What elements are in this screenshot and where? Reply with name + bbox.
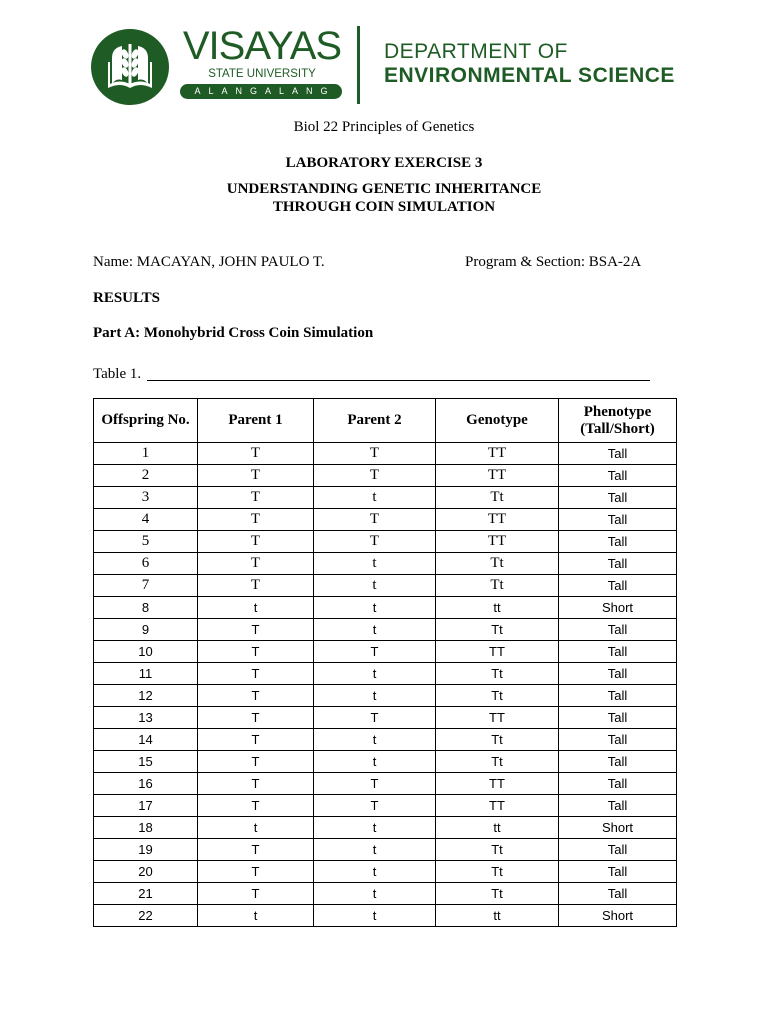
cell-genotype: tt bbox=[436, 597, 559, 619]
cell-parent-1: T bbox=[198, 839, 314, 861]
table-header-row bbox=[94, 399, 677, 443]
cell-parent-1: T bbox=[198, 795, 314, 817]
cell-parent-2: t bbox=[314, 861, 436, 883]
campus-label: ALANGALANG bbox=[180, 84, 342, 99]
cell-genotype: Tt bbox=[436, 575, 559, 597]
cell-phenotype: Short bbox=[559, 597, 677, 619]
cell-genotype: TT bbox=[436, 531, 559, 553]
offspring-table bbox=[93, 398, 677, 927]
cell-phenotype: Tall bbox=[559, 773, 677, 795]
cell-genotype: TT bbox=[436, 795, 559, 817]
university-wordmark bbox=[178, 24, 346, 106]
cell-parent-1: T bbox=[198, 531, 314, 553]
cell-parent-1: T bbox=[198, 575, 314, 597]
cell-offspring-no: 5 bbox=[94, 531, 198, 553]
cell-parent-1: T bbox=[198, 685, 314, 707]
cell-offspring-no: 11 bbox=[94, 663, 198, 685]
cell-genotype: Tt bbox=[436, 685, 559, 707]
cell-parent-1: T bbox=[198, 487, 314, 509]
university-name: VISAYAS bbox=[182, 24, 342, 68]
cell-offspring-no: 17 bbox=[94, 795, 198, 817]
cell-parent-1: t bbox=[198, 597, 314, 619]
cell-parent-2: t bbox=[314, 905, 436, 927]
cell-offspring-no: 16 bbox=[94, 773, 198, 795]
cell-phenotype: Tall bbox=[559, 641, 677, 663]
cell-parent-2: T bbox=[314, 443, 436, 465]
cell-genotype: Tt bbox=[436, 729, 559, 751]
cell-offspring-no: 19 bbox=[94, 839, 198, 861]
part-a-heading: Part A: Monohybrid Cross Coin Simulation bbox=[93, 325, 374, 341]
cell-offspring-no: 1 bbox=[94, 443, 198, 465]
table-row bbox=[94, 575, 677, 597]
cell-parent-1: T bbox=[198, 773, 314, 795]
cell-parent-1: t bbox=[198, 905, 314, 927]
cell-parent-2: t bbox=[314, 883, 436, 905]
cell-genotype: Tt bbox=[436, 553, 559, 575]
table-row bbox=[94, 597, 677, 619]
cell-genotype: TT bbox=[436, 509, 559, 531]
program-section: Program & Section: BSA-2A bbox=[465, 254, 642, 270]
cell-phenotype: Tall bbox=[559, 861, 677, 883]
cell-parent-1: T bbox=[198, 861, 314, 883]
cell-parent-2: t bbox=[314, 575, 436, 597]
table-row bbox=[94, 795, 677, 817]
cell-offspring-no: 12 bbox=[94, 685, 198, 707]
cell-offspring-no: 8 bbox=[94, 597, 198, 619]
course-title: Biol 22 Principles of Genetics bbox=[293, 119, 475, 135]
cell-offspring-no: 15 bbox=[94, 751, 198, 773]
table-label: Table 1. bbox=[93, 366, 142, 382]
cell-phenotype: Tall bbox=[559, 575, 677, 597]
cell-phenotype: Tall bbox=[559, 465, 677, 487]
table-row bbox=[94, 531, 677, 553]
table-row bbox=[94, 553, 677, 575]
cell-parent-1: T bbox=[198, 663, 314, 685]
table-row bbox=[94, 443, 677, 465]
header-offspring-no: Offspring No. bbox=[94, 399, 198, 443]
cell-genotype: TT bbox=[436, 641, 559, 663]
table-row bbox=[94, 685, 677, 707]
header-parent-1: Parent 1 bbox=[198, 399, 314, 443]
table-row bbox=[94, 641, 677, 663]
cell-genotype: tt bbox=[436, 905, 559, 927]
cell-parent-2: t bbox=[314, 839, 436, 861]
cell-genotype: TT bbox=[436, 465, 559, 487]
cell-genotype: Tt bbox=[436, 861, 559, 883]
cell-phenotype: Tall bbox=[559, 509, 677, 531]
cell-phenotype: Tall bbox=[559, 707, 677, 729]
cell-parent-2: T bbox=[314, 707, 436, 729]
cell-genotype: Tt bbox=[436, 663, 559, 685]
cell-genotype: Tt bbox=[436, 487, 559, 509]
table-row bbox=[94, 707, 677, 729]
cell-genotype: Tt bbox=[436, 751, 559, 773]
table-row bbox=[94, 751, 677, 773]
cell-parent-1: T bbox=[198, 751, 314, 773]
page-header bbox=[0, 0, 768, 110]
cell-parent-1: T bbox=[198, 883, 314, 905]
table-row bbox=[94, 619, 677, 641]
cell-parent-1: T bbox=[198, 465, 314, 487]
cell-offspring-no: 13 bbox=[94, 707, 198, 729]
cell-genotype: Tt bbox=[436, 883, 559, 905]
cell-phenotype: Tall bbox=[559, 663, 677, 685]
cell-phenotype: Tall bbox=[559, 619, 677, 641]
student-name: Name: MACAYAN, JOHN PAULO T. bbox=[93, 254, 325, 270]
cell-offspring-no: 22 bbox=[94, 905, 198, 927]
table-row bbox=[94, 817, 677, 839]
cell-parent-2: t bbox=[314, 685, 436, 707]
table-row bbox=[94, 773, 677, 795]
cell-phenotype: Tall bbox=[559, 487, 677, 509]
cell-phenotype: Tall bbox=[559, 729, 677, 751]
cell-offspring-no: 7 bbox=[94, 575, 198, 597]
table-row bbox=[94, 663, 677, 685]
cell-parent-2: T bbox=[314, 773, 436, 795]
table-row bbox=[94, 839, 677, 861]
exercise-title: LABORATORY EXERCISE 3 bbox=[285, 155, 483, 171]
cell-parent-2: T bbox=[314, 641, 436, 663]
cell-offspring-no: 10 bbox=[94, 641, 198, 663]
cell-parent-2: T bbox=[314, 509, 436, 531]
cell-parent-1: T bbox=[198, 641, 314, 663]
table-body bbox=[94, 443, 677, 927]
cell-parent-2: t bbox=[314, 619, 436, 641]
cell-parent-2: t bbox=[314, 487, 436, 509]
cell-parent-2: T bbox=[314, 531, 436, 553]
cell-phenotype: Short bbox=[559, 817, 677, 839]
table-row bbox=[94, 465, 677, 487]
cell-phenotype: Tall bbox=[559, 553, 677, 575]
cell-phenotype: Tall bbox=[559, 839, 677, 861]
university-seal-logo bbox=[90, 28, 170, 106]
cell-parent-2: t bbox=[314, 729, 436, 751]
cell-offspring-no: 21 bbox=[94, 883, 198, 905]
department-line-2: ENVIRONMENTAL SCIENCE bbox=[384, 64, 675, 87]
results-heading: RESULTS bbox=[93, 290, 160, 306]
table-row bbox=[94, 883, 677, 905]
cell-parent-1: T bbox=[198, 729, 314, 751]
cell-offspring-no: 20 bbox=[94, 861, 198, 883]
table-row bbox=[94, 487, 677, 509]
cell-parent-1: T bbox=[198, 707, 314, 729]
cell-parent-2: t bbox=[314, 553, 436, 575]
cell-genotype: tt bbox=[436, 817, 559, 839]
cell-offspring-no: 2 bbox=[94, 465, 198, 487]
cell-offspring-no: 4 bbox=[94, 509, 198, 531]
cell-parent-1: T bbox=[198, 509, 314, 531]
header-genotype: Genotype bbox=[436, 399, 559, 443]
cell-parent-1: T bbox=[198, 553, 314, 575]
cell-genotype: TT bbox=[436, 443, 559, 465]
cell-genotype: TT bbox=[436, 707, 559, 729]
cell-offspring-no: 3 bbox=[94, 487, 198, 509]
cell-genotype: TT bbox=[436, 773, 559, 795]
document-title-line-2: THROUGH COIN SIMULATION bbox=[272, 199, 496, 215]
department-line-1: DEPARTMENT OF bbox=[384, 40, 568, 63]
table-row bbox=[94, 861, 677, 883]
university-subtitle: STATE UNIVERSITY bbox=[208, 68, 316, 80]
header-phenotype: Phenotype (Tall/Short) bbox=[559, 399, 677, 443]
cell-offspring-no: 6 bbox=[94, 553, 198, 575]
header-parent-2: Parent 2 bbox=[314, 399, 436, 443]
cell-offspring-no: 9 bbox=[94, 619, 198, 641]
cell-parent-2: T bbox=[314, 795, 436, 817]
cell-phenotype: Short bbox=[559, 905, 677, 927]
cell-parent-2: t bbox=[314, 751, 436, 773]
cell-phenotype: Tall bbox=[559, 795, 677, 817]
table-row bbox=[94, 729, 677, 751]
table-row bbox=[94, 905, 677, 927]
cell-phenotype: Tall bbox=[559, 883, 677, 905]
header-divider bbox=[357, 26, 360, 104]
cell-parent-1: t bbox=[198, 817, 314, 839]
cell-parent-2: T bbox=[314, 465, 436, 487]
cell-parent-2: t bbox=[314, 663, 436, 685]
cell-parent-1: T bbox=[198, 443, 314, 465]
cell-phenotype: Tall bbox=[559, 443, 677, 465]
cell-phenotype: Tall bbox=[559, 685, 677, 707]
cell-parent-2: t bbox=[314, 817, 436, 839]
document-title-line-1: UNDERSTANDING GENETIC INHERITANCE bbox=[226, 181, 542, 197]
cell-genotype: Tt bbox=[436, 839, 559, 861]
table-caption-blank bbox=[147, 380, 650, 381]
table-row bbox=[94, 509, 677, 531]
cell-phenotype: Tall bbox=[559, 531, 677, 553]
cell-phenotype: Tall bbox=[559, 751, 677, 773]
cell-genotype: Tt bbox=[436, 619, 559, 641]
cell-offspring-no: 14 bbox=[94, 729, 198, 751]
cell-parent-1: T bbox=[198, 619, 314, 641]
cell-parent-2: t bbox=[314, 597, 436, 619]
cell-offspring-no: 18 bbox=[94, 817, 198, 839]
